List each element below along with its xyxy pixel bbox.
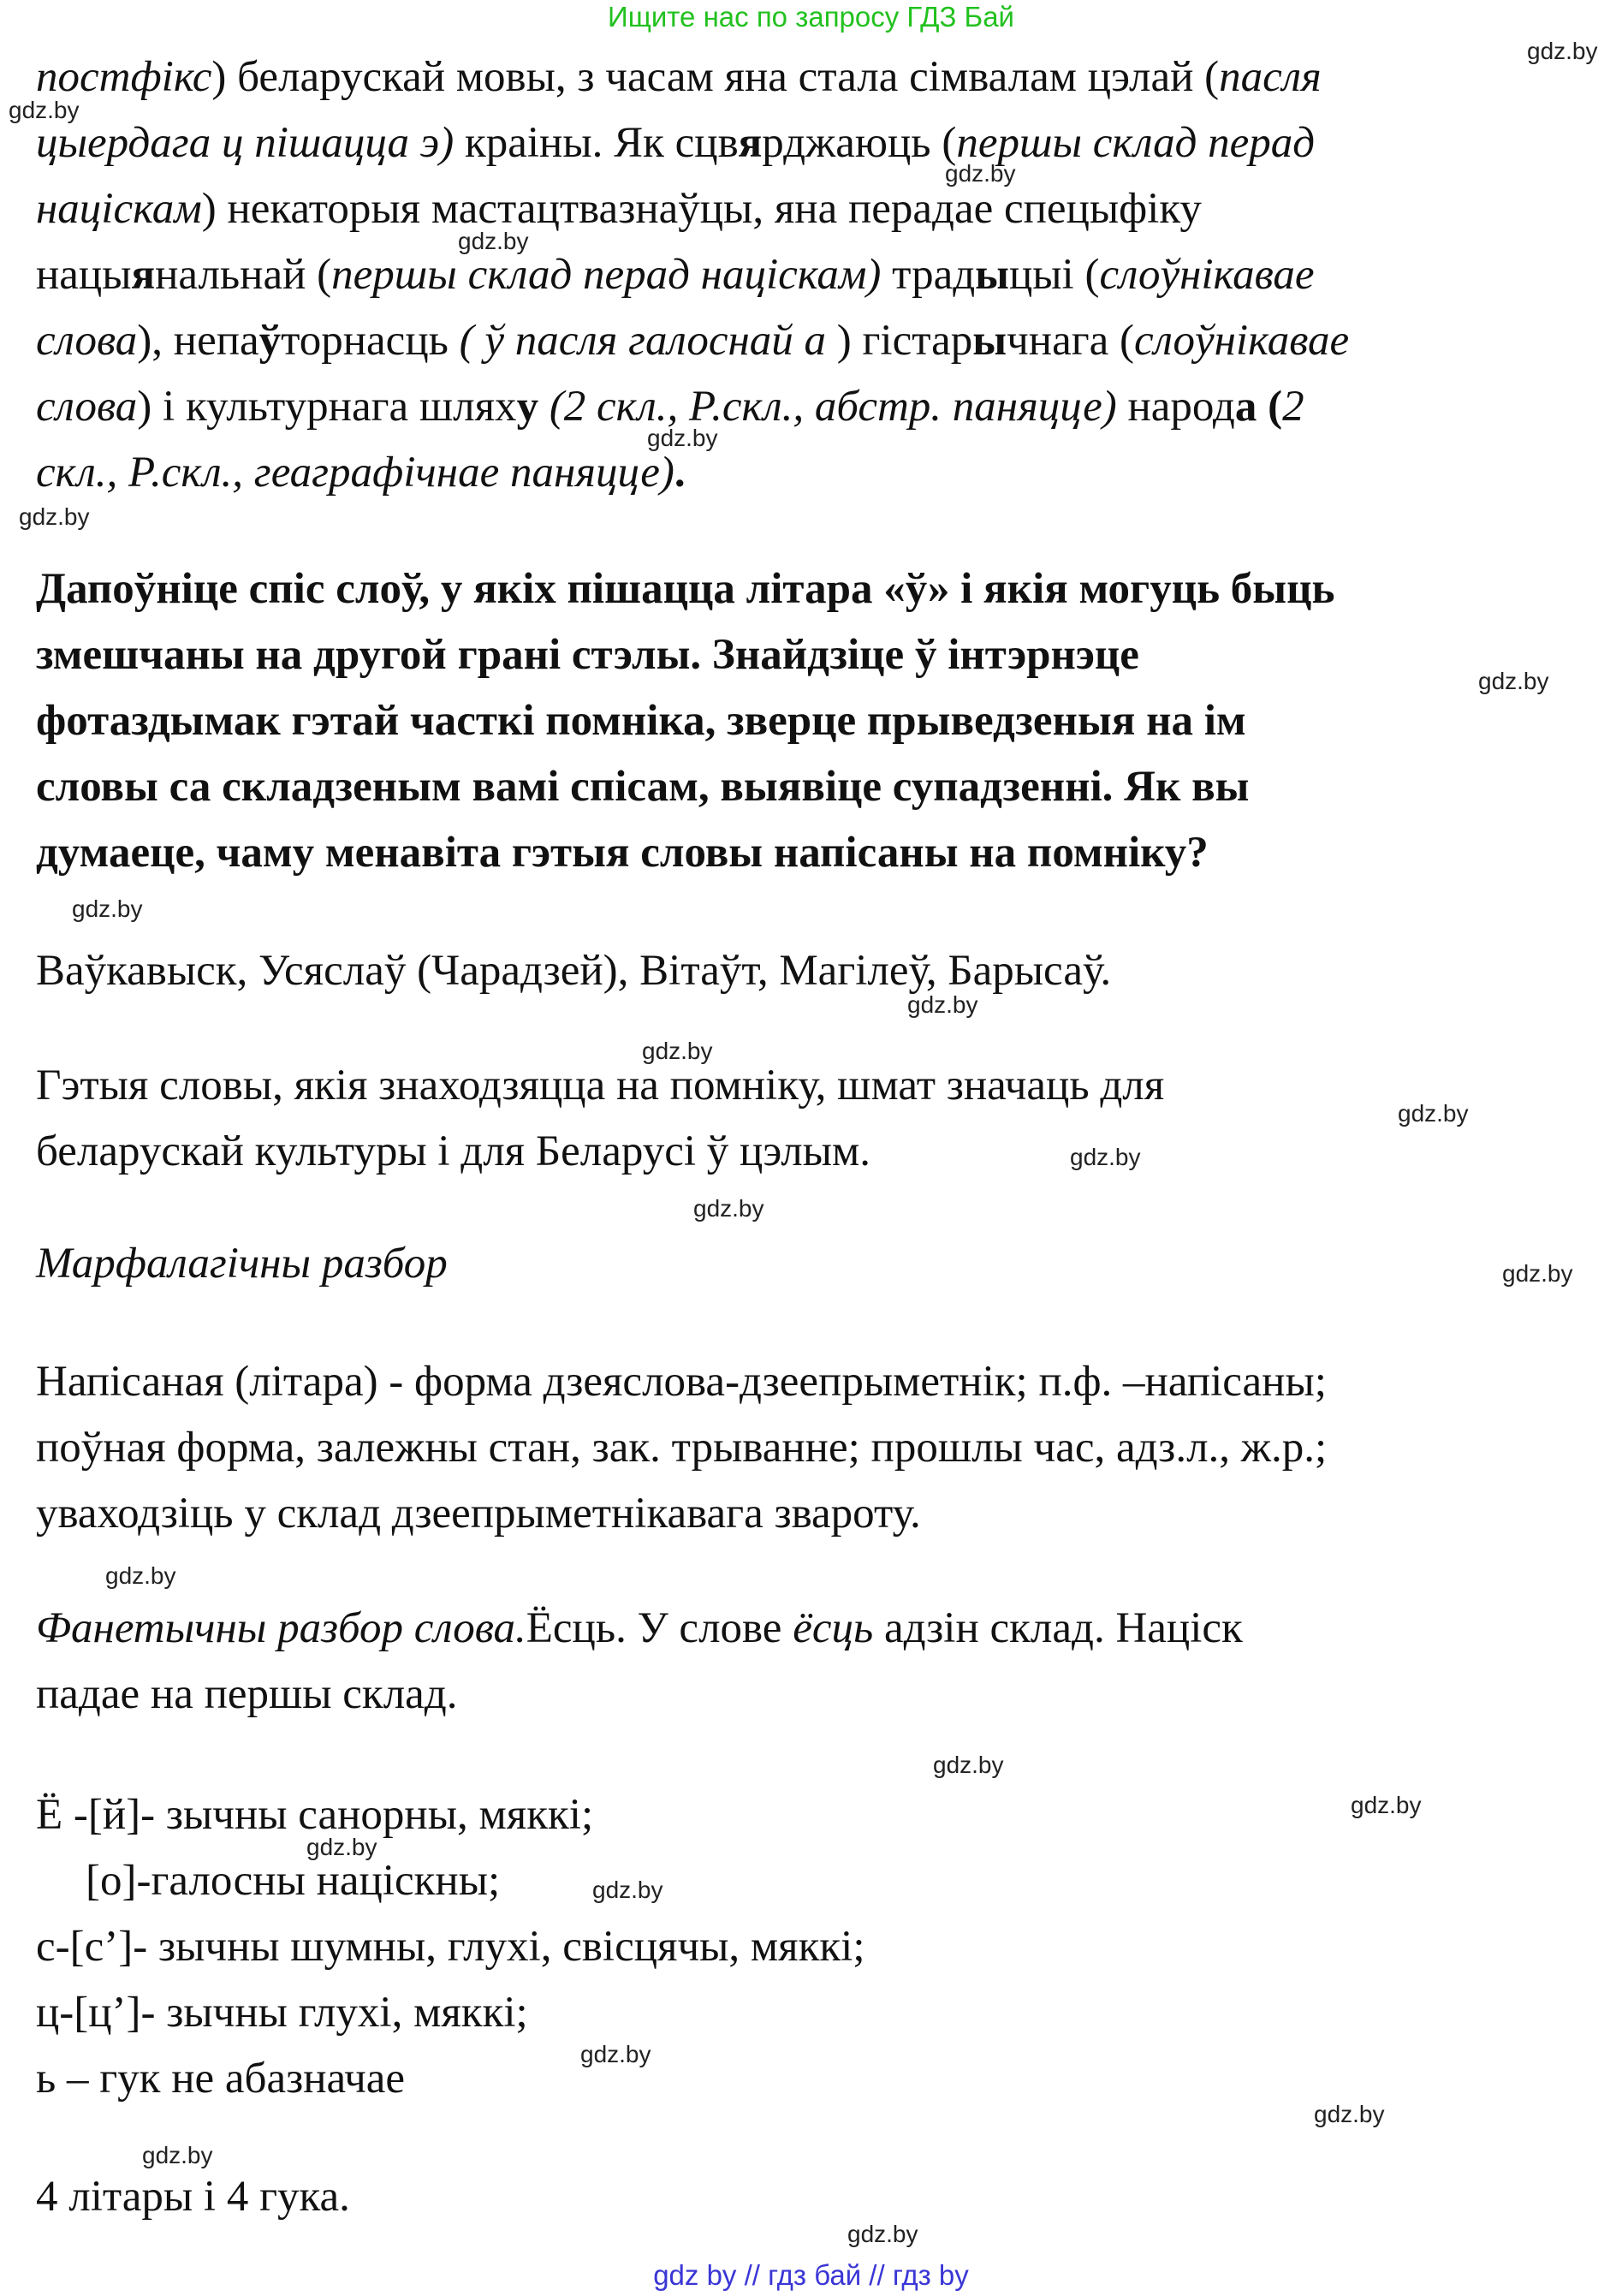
watermark: gdz.by [306,1834,377,1860]
task-text [36,556,1551,886]
watermark: gdz.by [142,2142,213,2168]
watermark: gdz.by [1070,1144,1141,1170]
sound-line-1: Ё -[й]- зычны санорны, мяккі; [36,1791,594,1839]
watermark: gdz.by [1398,1100,1469,1127]
bottom-banner[interactable]: gdz by // гдз бай // гдз by [653,2259,969,2291]
watermark: gdz.by [9,97,80,123]
watermark: gdz.by [933,1752,1004,1778]
watermark: gdz.by [1351,1792,1422,1818]
total-line: 4 літары і 4 гука. [36,2173,350,2221]
phon-analysis [36,1596,1551,1728]
sound-line-2: [о]-галосны націскны; [86,1857,501,1905]
task-line-1: Дапоўніце спіс слоў, у якіх пішацца літара «ў» і якія могуць быць [36,565,1335,613]
watermark: gdz.by [1478,668,1549,694]
paragraph-line-5: слова), непаўторнасць ( ў пасля галоснай а ) гістарычнага (слоўнікавае [36,317,1350,365]
watermark: gdz.by [105,1562,176,1589]
morph-line-2: поўная форма, залежны стан, зак. трыванне; прошлы час, адз.л., ж.р.; [36,1424,1328,1472]
paragraph-line-3: націскам) некаторыя мастацтвазнаўцы, яна перадае спецыфіку [36,185,1202,233]
sounds-list [36,1782,1551,2112]
watermark: gdz.by [642,1038,713,1064]
paragraph-line-4: нацыянальнай (першы склад перад націскам) традыцыі (слоўнікавае [36,251,1315,299]
task-line-4: словы са складзеным вамі спісам, выявіце супадзенні. Як вы [36,763,1250,811]
paragraph-line-6: слова) і культурнага шляху (2 скл., Р.скл., абстр. паняцце) народа (2 [36,383,1304,431]
total-block [36,2164,1551,2230]
sound-line-5: ь – гук не абазначае [36,2055,406,2103]
paragraph-line-1: постфікс) беларускай мовы, з часам яна стала сімвалам цэлай (пасля [36,53,1322,101]
intro-paragraph [36,45,1551,506]
watermark: gdz.by [693,1195,764,1222]
morph-title-block [36,1231,1551,1297]
watermark: gdz.by [1527,38,1598,64]
answer-text [36,1053,1551,1185]
watermark: gdz.by [1502,1260,1573,1287]
watermark: gdz.by [647,425,718,451]
watermark: gdz.by [907,991,978,1018]
paragraph-line-7: скл., Р.скл., геаграфічнае паняцце). [36,449,686,497]
watermark: gdz.by [19,503,90,530]
phon-line-1: Фанетычны разбор слова.Ёсць. У слове ёсць адзін склад. Націск [36,1604,1243,1652]
words-list-line: Ваўкавыск, Усяслаў (Чарадзей), Вітаўт, Магілеў, Барысаў. [36,947,1112,995]
task-line-2: змешчаны на другой грані стэлы. Знайдзіце ў інтэрнэце [36,631,1139,679]
watermark: gdz.by [580,2041,651,2067]
sound-line-4: ц-[ц’]- зычны глухі, мяккі; [36,1989,528,2037]
task-line-3: фотаздымак гэтай часткі помніка, зверце прыведзеныя на ім [36,697,1246,745]
watermark: gdz.by [72,895,143,922]
words-list [36,938,1551,1004]
answer-line-1: Гэтыя словы, якія знаходзяцца на помніку, шмат значаць для [36,1062,1165,1109]
phon-line-2: падае на першы склад. [36,1670,458,1718]
morph-analysis [36,1349,1551,1547]
watermark: gdz.by [592,1877,663,1903]
morph-line-3: уваходзіць у склад дзеепрыметнікавага звароту. [36,1490,921,1538]
top-banner[interactable]: Ищите нас по запросу ГДЗ Бай [608,1,1014,33]
watermark: gdz.by [945,160,1016,187]
watermark: gdz.by [847,2221,918,2247]
task-line-5: думаеце, чаму менавіта гэтыя словы напісаны на помніку? [36,829,1209,877]
morph-line-1: Напісаная (літара) - форма дзеяслова-дзеепрыметнік; п.ф. –напісаны; [36,1358,1327,1406]
watermark: gdz.by [458,228,529,254]
watermark: gdz.by [1314,2101,1385,2127]
answer-line-2: беларускай культуры і для Беларусі ў цэлым. [36,1127,871,1175]
morph-title: Марфалагічны разбор [36,1240,448,1288]
paragraph-line-2: цыердага ц пішацца э) краіны. Як сцвярджаюць (першы склад перад [36,119,1316,167]
sound-line-3: с-[с’]- зычны шумны, глухі, свісцячы, мяккі; [36,1923,865,1971]
